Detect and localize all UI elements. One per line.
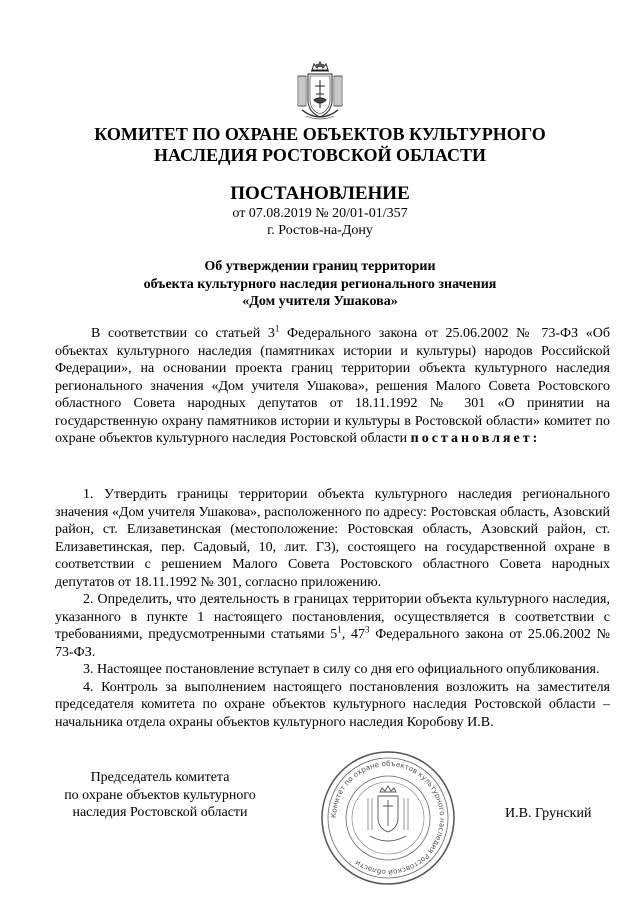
signatory-position-line1: Председатель комитета — [90, 770, 230, 785]
committee-name — [0, 124, 640, 166]
decree-item-1: 1. Утвердить границы территории объекта культурного наследия регионального значения «Дом учителя Ушакова», расположенного по адресу: Ростовская область, Азовский район, ст. Елизаветинская (местоположение: Ростовская область, Азовский район, ст. Елизаветинская, пер. Садовый, 10, лит. Г3), состоящего на государственной охране в соответствии с решением Малого Совета Ростовского областного Совета народных депутатов от 18.11.1992 № 301, согласно приложению. — [55, 487, 610, 590]
committee-name-line2: НАСЛЕДИЯ РОСТОВСКОЙ ОБЛАСТИ — [154, 145, 486, 165]
subject-line2: объекта культурного наследия регионального значения — [143, 276, 497, 292]
preamble-paragraph — [55, 325, 610, 448]
decree-title: ПОСТАНОВЛЕНИЕ — [230, 183, 410, 204]
decree-number: от 07.08.2019 № 20/01-01/357 — [232, 206, 408, 221]
preamble-text-2: Федерального закона от 25.06.2002 № 73-ФЗ «Об объектах культурного наследия (памятниках истории и культуры) народов Российской Федерации», на основании проекта границ территории объекта культурного наследия регионального значения «Дом учителя Ушакова», решения Малого Совета Ростовского областного Совета народных депутатов от 18.11.1992 № 301 «О принятии на государственную охрану памятников истории и культуры в Ростовской области» комитет по охране объектов культурного наследия Ростовской области — [55, 326, 610, 446]
decree-subject — [0, 258, 640, 311]
item2-superscript-2: 3 — [364, 624, 370, 635]
rostov-oblast-coat-of-arms-icon — [296, 60, 344, 124]
decree-item-4: 4. Контроль за выполнением настоящего постановления возложить на заместителя председателя комитета по охране объектов культурного наследия Ростовской области – начальника отдела охраны объектов культурного наследия Коробову И.В. — [55, 679, 610, 730]
decrees-word: постановляет: — [410, 431, 541, 446]
official-round-seal-icon — [318, 748, 458, 888]
decree-item-3: 3. Настоящее постановление вступает в силу со дня его официального опубликования. — [83, 662, 600, 677]
item2-superscript-1: 1 — [337, 624, 342, 635]
preamble-text-1: В соответствии со статьей 3 — [91, 326, 275, 341]
article-superscript: 1 — [274, 323, 280, 334]
decree-item-2 — [55, 591, 610, 661]
committee-name-line1: КОМИТЕТ ПО ОХРАНЕ ОБЪЕКТОВ КУЛЬТУРНОГО — [94, 124, 546, 144]
signatory-position — [55, 769, 265, 822]
item2-text-3: Федерального закона от 25.06.2002 № 73-ФЗ. — [55, 627, 611, 660]
subject-line1: Об утверждении границ территории — [204, 259, 436, 274]
decree-city: г. Ростов-на-Дону — [267, 223, 373, 238]
signatory-position-line2: по охране объектов культурного — [64, 787, 256, 803]
signatory-position-line3: наследия Ростовской области — [72, 805, 248, 820]
subject-line3: «Дом учителя Ушакова» — [242, 294, 398, 309]
item2-text-2: , 47 — [341, 627, 365, 642]
seal-text: Комитет по охране объектов культурного наследия Ростовской области — [328, 758, 448, 878]
item2-text-1: 2. Определить, что деятельность в границах территории объекта культурного наследия, указанного в пункте 1 настоящего постановления, осуществляется в соответствии с требованиями, предусмотренными статьями 5 — [55, 592, 610, 642]
signatory-name: И.В. Грунский — [505, 806, 592, 821]
decree-items — [55, 486, 610, 731]
